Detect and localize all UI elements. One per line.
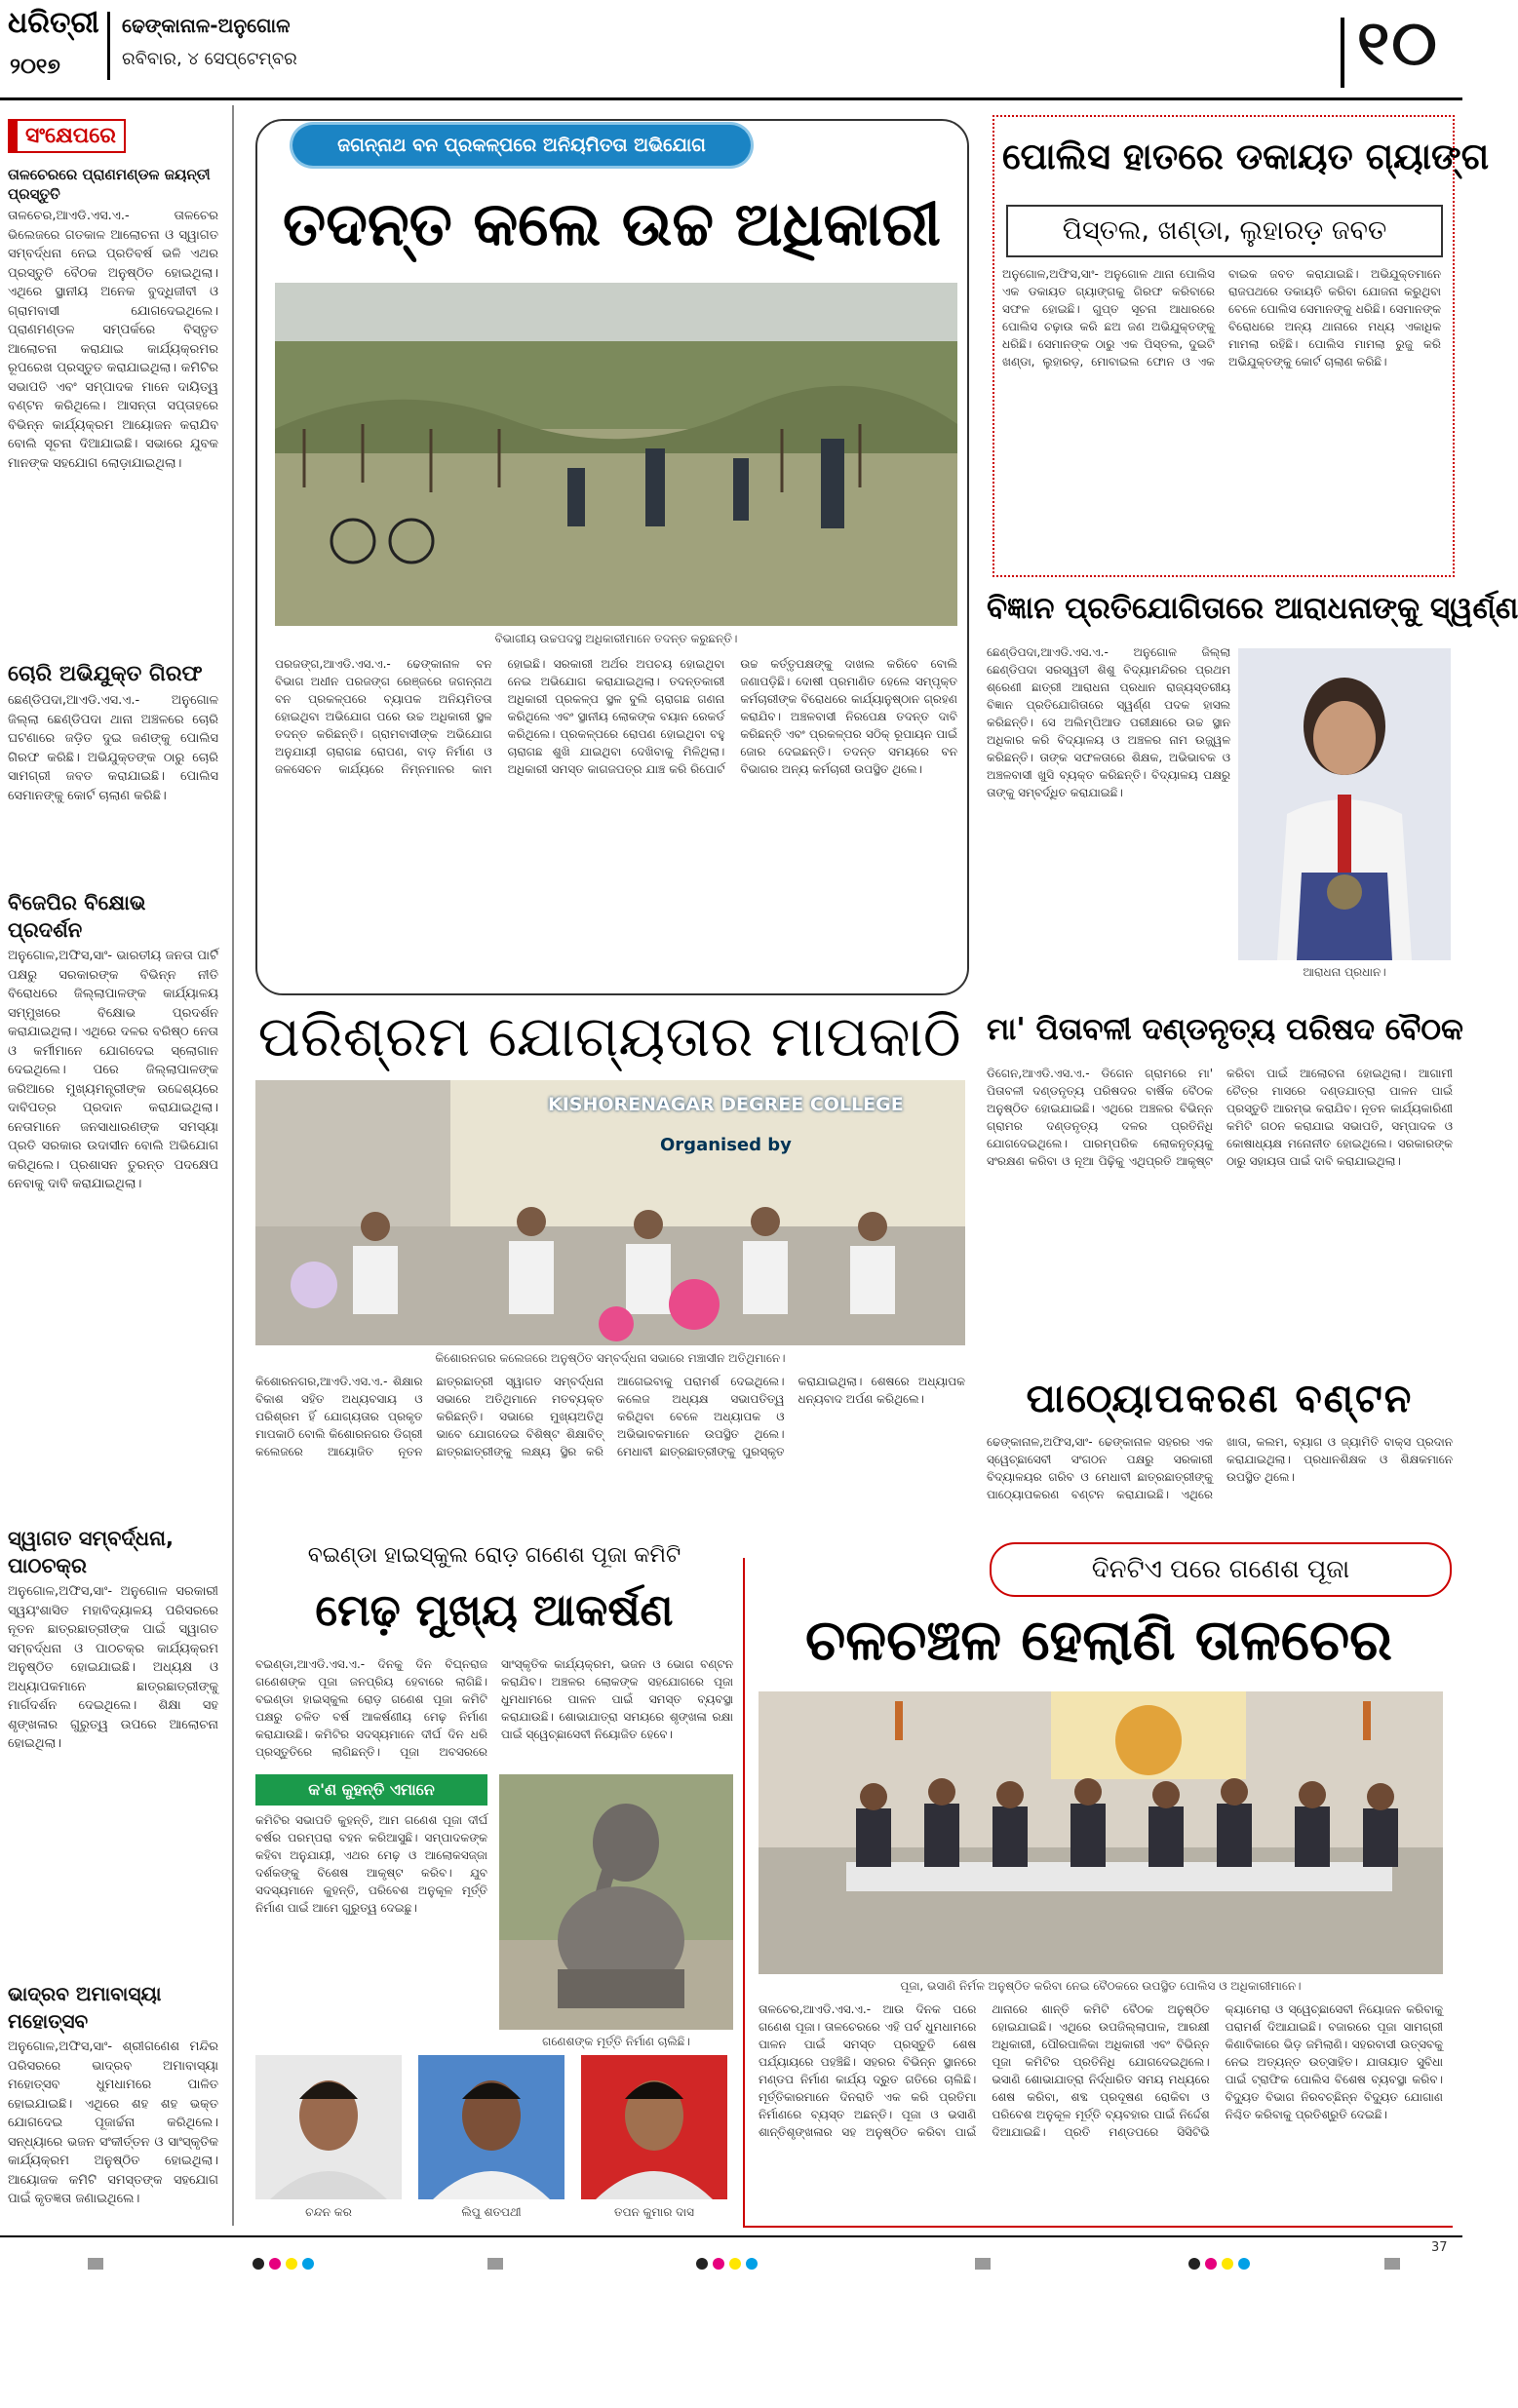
talcher-body: ତାଳଚେର,ଆଏଡି.ଏସ.ଏ.- ଆଉ ଦିନକ ପରେ ଗଣେଶ ପୂଜା। ତାଳଚେରରେ ଏହି ପର୍ବ ଧୁମଧାମରେ ପାଳନ ପାଇଁ ସମସ୍ତ ପ୍ରସ୍ତୁତି ଶେଷ ପର୍ଯ୍ୟାୟରେ ପହଞ୍ଚିଛି। ସହରର ବିଭିନ୍ନ ସ୍ଥାନରେ ମଣ୍ଡପ ନିର୍ମାଣ କାର୍ଯ୍ୟ ଦ୍ରୁତ ଗତିରେ ଚାଲିଛି। ମୂର୍ତ୍ତିକାରମାନେ ଦିନରାତି ଏକ କରି ପ୍ରତିମା ନିର୍ମାଣରେ ବ୍ୟସ୍ତ ଅଛନ୍ତି। ପୂଜା ଓ ଭସାଣି ଶାନ୍ତିଶୃଙ୍ଖଳାର ସହ ଅନୁଷ୍ଠିତ କରିବା ପାଇଁ ଥାନାରେ ଶାନ୍ତି କମିଟି ବୈଠକ ଅନୁଷ୍ଠିତ ହୋଇଯାଇଛି। ଏଥିରେ ଉପଜିଲ୍ଲାପାଳ, ଆରକ୍ଷୀ ଅଧିକାରୀ, ପୌରପାଳିକା ଅଧିକାରୀ ଏବଂ ବିଭିନ୍ନ ପୂଜା କମିଟିର ପ୍ରତିନିଧି ଯୋଗଦେଇଥିଲେ। ଭସାଣି ଶୋଭାଯାତ୍ରା ନିର୍ଦ୍ଧାରିତ ସମୟ ମଧ୍ୟରେ ଶେଷ କରିବା, ଶବ୍ଦ ପ୍ରଦୂଷଣ ରୋକିବା ଓ ପରିବେଶ ଅନୁକୂଳ ମୂର୍ତ୍ତି ବ୍ୟବହାର ପାଇଁ ନିର୍ଦ୍ଦେଶ ଦିଆଯାଇଛି। ପ୍ରତି ମଣ୍ଡପରେ ସିସିଟିଭି କ୍ୟାମେରା ଓ ସ୍ୱେଚ୍ଛାସେବୀ ନିୟୋଜନ କରିବାକୁ ପରାମର୍ଶ ଦିଆଯାଇଛି। ବଜାରରେ ପୂଜା ସାମଗ୍ରୀ କିଣାବିକାରେ ଭିଡ଼ ଜମିଲାଣି। ସହରବାସୀ ଉତ୍ସବକୁ ନେଇ ଅତ୍ୟନ୍ତ ଉତ୍ସାହିତ। ଯାତାୟାତ ସୁବିଧା ପାଇଁ ଟ୍ରାଫିକ ପୋଲିସ ବିଶେଷ ବ୍ୟବସ୍ଥା କରିବ। ବିଦ୍ୟୁତ ବିଭାଗ ନିରବଚ୍ଛିନ୍ନ ବିଦ୍ୟୁତ ଯୋଗାଣ ନିଶ୍ଚିତ କରିବାକୁ ପ୍ରତିଶ୍ରୁତି ଦେଇଛି। (759, 2002, 1443, 2139)
portrait-card (418, 2055, 569, 2220)
talcher-caption: ପୂଜା, ଭସାଣି ନିର୍ମଳ ଅନୁଷ୍ଠିତ କରିବା ନେଇ ବୈଠକରେ ଉପସ୍ଥିତ ପୋଲିସ ଓ ଅଧିକାରୀମାନେ। (900, 1979, 1302, 1993)
brief-item (0, 165, 226, 653)
police-body: ଅନୁଗୋଳ,ଅଫିସ,ସାଂ- ଅନୁଗୋଳ ଥାନା ପୋଲିସ ଏକ ଡକାୟତ ଗ୍ୟାଙ୍ଗକୁ ଗିରଫ କରିବାରେ ସଫଳ ହୋଇଛି। ଗୁପ୍ତ ସୂଚନା ଆଧାରରେ ପୋଲିସ ଚଢ଼ାଉ କରି ଛଅ ଜଣ ଅଭିଯୁକ୍ତଙ୍କୁ ଧରିଛି। ସେମାନଙ୍କ ଠାରୁ ଏକ ପିସ୍ତଲ, ଦୁଇଟି ଖଣ୍ଡା, ଲୁହାରଡ଼, ମୋବାଇଲ ଫୋନ ଓ ଏକ ବାଇକ ଜବତ କରାଯାଇଛି। ଅଭିଯୁକ୍ତମାନେ ରାଜପଥରେ ଡକାୟତି କରିବା ଯୋଜନା କରୁଥିବା ବେଳେ ପୋଲିସ ସେମାନଙ୍କୁ ଧରିଛି। ସେମାନଙ୍କ ବିରୋଧରେ ଅନ୍ୟ ଥାନାରେ ମଧ୍ୟ ଏକାଧିକ ମାମଲା ରହିଛି। ପୋଲିସ ମାମଲା ରୁଜୁ କରି ଅଭିଯୁକ୍ତଙ୍କୁ କୋର୍ଟ ଚାଲାଣ କରିଛି। (1002, 267, 1441, 369)
talcher-photo-graphic (759, 1691, 1443, 1974)
brief-headline: ତାଳଚେରରେ ପ୍ରାଣମଣ୍ଡଳ ଜୟନ୍ତୀ ପ୍ରସ୍ତୁତି (8, 166, 211, 203)
portrait-card (255, 2055, 407, 2220)
brief-body: ଛେଣ୍ଡିପଦା,ଆଏଡି.ଏସ.ଏ.- ଅନୁଗୋଳ ଜିଲ୍ଲା ଛେଣ୍ଡିପଦା ଥାନା ଅଞ୍ଚଳରେ ଚୋରି ଘଟଣାରେ ଜଡ଼ିତ ଦୁଇ ଜଣଙ୍କୁ ପୋଲିସ ଗିରଫ କରିଛି। ଅଭିଯୁକ୍ତଙ୍କ ଠାରୁ ଚୋରି ସାମଗ୍ରୀ ଜବତ କରାଯାଇଛି। ପୋଲିସ ସେମାନଙ୍କୁ କୋର୍ଟ ଚାଲାଣ କରିଛି। (8, 693, 218, 803)
brief-headline: ଚୋରି ଅଭିଯୁକ୍ତ ଗିରଫ (8, 662, 203, 686)
brief-body: ଅନୁଗୋଳ,ଅଫିସ,ସାଂ- ଶ୍ରୀଗଣେଶ ମନ୍ଦିର ପରିସରରେ ଭାଦ୍ରବ ଅମାବାସ୍ୟା ମହୋତ୍ସବ ଧୁମଧାମରେ ପାଳିତ ହୋଇଯାଇଛି। ଏଥିରେ ଶହ ଶହ ଭକ୍ତ ଯୋଗଦେଇ ପୂଜାର୍ଚ୍ଚନା କରିଥିଲେ। ସନ୍ଧ୍ୟାରେ ଭଜନ ସଂକୀର୍ତ୍ତନ ଓ ସାଂସ୍କୃତିକ କାର୍ଯ୍ୟକ୍ରମ ଅନୁଷ୍ଠିତ ହୋଇଥିଲା। ଆୟୋଜକ କମିଟି ସମସ୍ତଙ୍କ ସହଯୋଗ ପାଇଁ କୃତଜ୍ଞତା ଜଣାଇଥିଲେ। (8, 2039, 218, 2206)
portrait-graphic (255, 2055, 402, 2199)
color-registration-strip (0, 2254, 1462, 2273)
ganesh-statue-caption: ଗଣେଶଙ୍କ ମୂର୍ତ୍ତି ନିର୍ମାଣ ଚାଲିଛି। (542, 2035, 690, 2048)
talcher-kicker-box (990, 1542, 1452, 1597)
portrait-photo (255, 2055, 402, 2199)
police-subhead-box (1006, 205, 1443, 257)
ganesh-statue-graphic (499, 1774, 733, 2030)
masthead (0, 0, 1462, 102)
registration-marks-graphic (0, 2254, 1462, 2273)
college-photo (255, 1080, 965, 1345)
ganesh-body: ବଇଣ୍ଡା,ଆଏଡି.ଏସ.ଏ.- ଦିନକୁ ଦିନ ବିଘ୍ନରାଜ ଗଣେଶଙ୍କ ପୂଜା ଜନପ୍ରିୟ ହେବାରେ ଲାଗିଛି। ବଇଣ୍ଡା ହାଇସ୍କୁଲ ରୋଡ଼ ଗଣେଶ ପୂଜା କମିଟି ପକ୍ଷରୁ ଚଳିତ ବର୍ଷ ଆକର୍ଷଣୀୟ ମେଢ଼ ନିର୍ମାଣ କରାଯାଉଛି। କମିଟିର ସଦସ୍ୟମାନେ ଦୀର୍ଘ ଦିନ ଧରି ପ୍ରସ୍ତୁତିରେ ଲାଗିଛନ୍ତି। ପୂଜା ଅବସରରେ ସାଂସ୍କୃତିକ କାର୍ଯ୍ୟକ୍ରମ, ଭଜନ ଓ ଭୋଗ ବଣ୍ଟନ କରାଯିବ। ଅଞ୍ଚଳର ଲୋକଙ୍କ ସହଯୋଗରେ ପୂଜା ଧୁମଧାମରେ ପାଳନ ପାଇଁ ସମସ୍ତ ବ୍ୟବସ୍ଥା କରାଯାଉଛି। ଶୋଭାଯାତ୍ରା ସମୟରେ ଶୃଙ୍ଖଳା ରକ୍ଷା ପାଇଁ ସ୍ୱେଚ୍ଛାସେବୀ ନିୟୋଜିତ ହେବେ। (255, 1657, 733, 1759)
lead-caption: ବିଭାଗୀୟ ଉଚ୍ଚପଦସ୍ଥ ଅଧିକାରୀମାନେ ତଦନ୍ତ କରୁଛନ୍ତି। (494, 632, 738, 645)
science-body: ଛେଣ୍ଡିପଦା,ଆଏଡି.ଏସ.ଏ.- ଅନୁଗୋଳ ଜିଲ୍ଲା ଛେଣ୍ଡିପଦା ସରସ୍ୱତୀ ଶିଶୁ ବିଦ୍ୟାମନ୍ଦିରର ପ୍ରଥମ ଶ୍ରେଣୀ ଛାତ୍ରୀ ଆରାଧନା ପ୍ରଧାନ ରାଜ୍ୟସ୍ତରୀୟ ବିଜ୍ଞାନ ପ୍ରତିଯୋଗିତାରେ ସ୍ୱର୍ଣ୍ଣ ପଦକ ହାସଲ କରିଛନ୍ତି। ସେ ଅଲିମ୍ପିଆଡ ପରୀକ୍ଷାରେ ଉଚ୍ଚ ସ୍ଥାନ ଅଧିକାର କରି ବିଦ୍ୟାଳୟ ଓ ଅଞ୍ଚଳର ନାମ ଉଜ୍ଜ୍ୱଳ କରିଛନ୍ତି। ତାଙ୍କ ସଫଳତାରେ ଶିକ୍ଷକ, ଅଭିଭାବକ ଓ ଅଞ୍ଚଳବାସୀ ଖୁସି ବ୍ୟକ୍ତ କରିଛନ୍ତି। ବିଦ୍ୟାଳୟ ପକ୍ଷରୁ ତାଙ୍କୁ ସମ୍ବର୍ଦ୍ଧିତ କରାଯାଇଛି। (987, 645, 1230, 799)
college-headline: ପରିଶ୍ରମ ଯୋଗ୍ୟତାର ମାପକାଠି (257, 1003, 961, 1069)
college-caption: କିଶୋରନଗର କଲେଜରେ ଅନୁଷ୍ଠିତ ସମ୍ବର୍ଦ୍ଧନା ସଭାରେ ମଞ୍ଚାସୀନ ଅତିଥିମାନେ। (435, 1351, 786, 1365)
police-headline: ପୋଲିସ ହାତରେ ଡକାୟତ ଗ୍ୟାଙ୍ଗ (1002, 136, 1490, 177)
ganesh-sublabel: କ'ଣ କୁହନ୍ତି ଏମାନେ (308, 1780, 435, 1799)
ganesh-statue-photo (499, 1774, 733, 2030)
page-number-divider (1341, 18, 1344, 88)
paper-logo: ଧରିତ୍ରୀ (8, 6, 99, 40)
talcher-kicker: ଦିନଟିଏ ପରେ ଗଣେଶ ପୂଜା (1091, 1555, 1350, 1584)
portrait-card (581, 2055, 732, 2220)
left-briefs-column (0, 105, 226, 2226)
college-body: କିଶୋରନଗର,ଆଏଡି.ଏସ.ଏ.- ଶିକ୍ଷାର ବିକାଶ ସହିତ ଅଧ୍ୟବସାୟ ଓ ପରିଶ୍ରମ ହିଁ ଯୋଗ୍ୟତାର ପ୍ରକୃତ ମାପକାଠି ବୋଲି କିଶୋରନଗର ଡିଗ୍ରୀ କଲେଜରେ ଆୟୋଜିତ ନୂତନ ଛାତ୍ରଛାତ୍ରୀ ସ୍ୱାଗତ ସମ୍ବର୍ଦ୍ଧନା ସଭାରେ ଅତିଥିମାନେ ମତବ୍ୟକ୍ତ କରିଛନ୍ତି। ସଭାରେ ମୁଖ୍ୟଅତିଥି ଭାବେ ଯୋଗଦେଇ ବିଶିଷ୍ଟ ଶିକ୍ଷାବିତ୍ ଛାତ୍ରଛାତ୍ରୀଙ୍କୁ ଲକ୍ଷ୍ୟ ସ୍ଥିର କରି ଆଗେଇବାକୁ ପରାମର୍ଶ ଦେଇଥିଲେ। କଲେଜ ଅଧ୍ୟକ୍ଷ ସଭାପତିତ୍ୱ କରିଥିବା ବେଳେ ଅଧ୍ୟାପକ ଓ ଅଭିଭାବକମାନେ ଉପସ୍ଥିତ ଥିଲେ। ମେଧାବୀ ଛାତ୍ରଛାତ୍ରୀଙ୍କୁ ପୁରସ୍କୃତ କରାଯାଇଥିଲା। ଶେଷରେ ଅଧ୍ୟାପକ ଧନ୍ୟବାଦ ଅର୍ପଣ କରିଥିଲେ। (255, 1375, 965, 1458)
portrait-name: ଲିପୁ ଶତପଥୀ (461, 2205, 522, 2219)
college-banner-text: KISHORENAGAR DEGREE COLLEGE (548, 1094, 904, 1115)
science-headline: ବିଜ୍ଞାନ ପ୍ରତିଯୋଗିତାରେ ଆରାଧନାଙ୍କୁ ସ୍ୱର୍ଣ୍ଣ (987, 591, 1518, 626)
textbook-headline: ପାଠ୍ୟୋପକରଣ ବଣ୍ଟନ (1026, 1377, 1414, 1421)
lead-kicker-text: ଜଗନ୍ନାଥ ବନ ପ୍ରକଳ୍ପରେ ଅନିୟମିତତା ଅଭିଯୋଗ (337, 135, 706, 156)
brief-body: ଅନୁଗୋଳ,ଅଫିସ,ସାଂ- ଭାରତୀୟ ଜନତା ପାର୍ଟି ପକ୍ଷରୁ ସରକାରଙ୍କ ବିଭିନ୍ନ ନୀତି ବିରୋଧରେ ଜିଲ୍ଲାପାଳଙ୍କ କାର୍ଯ୍ୟାଳୟ ସମ୍ମୁଖରେ ବିକ୍ଷୋଭ ପ୍ରଦର୍ଶନ କରାଯାଇଥିଲା। ଏଥିରେ ଦଳର ବରିଷ୍ଠ ନେତା ଓ କର୍ମୀମାନେ ଯୋଗଦେଇ ସ୍ଲୋଗାନ ଦେଇଥିଲେ। ପରେ ଜିଲ୍ଲାପାଳଙ୍କ ଜରିଆରେ ମୁଖ୍ୟମନ୍ତ୍ରୀଙ୍କ ଉଦ୍ଦେଶ୍ୟରେ ଦାବିପତ୍ର ପ୍ରଦାନ କରାଯାଇଥିଲା। ନେତାମାନେ ଜନସାଧାରଣଙ୍କ ସମସ୍ୟା ପ୍ରତି ସରକାର ଉଦାସୀନ ବୋଲି ଅଭିଯୋଗ କରିଥିଲେ। ପ୍ରଶାସନ ତୁରନ୍ତ ପଦକ୍ଷେପ ନେବାକୁ ଦାବି କରାଯାଇଥିଲା। (8, 949, 218, 1191)
portrait-photo (581, 2055, 727, 2199)
left-column-rule (232, 105, 234, 2226)
pitabali-body: ଡିଗେନ,ଆଏଡି.ଏସ.ଏ.- ଡିଗେନ ଗ୍ରାମରେ ମା' ପିତାବଳୀ ଦଣ୍ଡନୃତ୍ୟ ପରିଷଦର ବାର୍ଷିକ ବୈଠକ ଅନୁଷ୍ଠିତ ହୋଇଯାଇଛି। ଏଥିରେ ଅଞ୍ଚଳର ବିଭିନ୍ନ ଗ୍ରାମର ଦଣ୍ଡନୃତ୍ୟ ଦଳର ପ୍ରତିନିଧି ଯୋଗଦେଇଥିଲେ। ପାରମ୍ପରିକ ଲୋକନୃତ୍ୟକୁ ସଂରକ୍ଷଣ କରିବା ଓ ନୂଆ ପିଢ଼ିକୁ ଏଥିପ୍ରତି ଆକୃଷ୍ଟ କରିବା ପାଇଁ ଆଲୋଚନା ହୋଇଥିଲା। ଆଗାମୀ ଚୈତ୍ର ମାସରେ ଦଣ୍ଡଯାତ୍ରା ପାଳନ ପାଇଁ ପ୍ରସ୍ତୁତି ଆରମ୍ଭ କରାଯିବ। ନୂତନ କାର୍ଯ୍ୟକାରିଣୀ କମିଟି ଗଠନ କରାଯାଇ ସଭାପତି, ସମ୍ପାଦକ ଓ କୋଷାଧ୍ୟକ୍ଷ ମନୋନୀତ ହୋଇଥିଲେ। ସରକାରଙ୍କ ଠାରୁ ସହାୟତା ପାଇଁ ଦାବି କରାଯାଇଥିଲା। (987, 1067, 1453, 1168)
page-number: ୧୦ (1357, 8, 1439, 80)
portrait-graphic (581, 2055, 727, 2199)
lead-photo-graphic (275, 283, 957, 626)
ganesh-sublabel-box (255, 1774, 487, 1806)
edition-name: ଢେଙ୍କାନାଳ-ଅନୁଗୋଳ (122, 14, 291, 37)
talcher-headline: ଚଳଚଞ୍ଚଳ ହେଲାଣି ତାଳଚେର (804, 1607, 1393, 1673)
edition-date: ରବିବାର, ୪ ସେପ୍ଟେମ୍ବର (122, 49, 297, 69)
footer-page-code: 37 (1431, 2240, 1448, 2255)
ganesh-kicker: ବଇଣ୍ଡା ହାଇସ୍କୁଲ ରୋଡ଼ ଗଣେଶ ପୂଜା କମିଟି (307, 1543, 681, 1568)
science-caption: ଆରାଧନା ପ୍ରଧାନ। (1303, 965, 1386, 979)
brief-item (0, 661, 226, 881)
lead-body: ପରଜଙ୍ଗ,ଆଏଡି.ଏସ.ଏ.- ଢେଙ୍କାନାଳ ବନ ବିଭାଗ ଅଧୀନ ପରଜଙ୍ଗ ରେଞ୍ଜରେ ଜଗନ୍ନାଥ ବନ ପ୍ରକଳ୍ପରେ ବ୍ୟାପକ ଅନିୟମିତତା ହୋଇଥିବା ଅଭିଯୋଗ ପରେ ଉଚ୍ଚ ଅଧିକାରୀ ସ୍ଥଳ ତଦନ୍ତ କରିଛନ୍ତି। ଗ୍ରାମବାସୀଙ୍କ ଅଭିଯୋଗ ଅନୁଯାୟୀ ଚାରାଗଛ ରୋପଣ, ବାଡ଼ ନିର୍ମାଣ ଓ ଜଳସେଚନ କାର୍ଯ୍ୟରେ ନିମ୍ନମାନର କାମ ହୋଇଛି। ସରକାରୀ ଅର୍ଥର ଅପଚୟ ହୋଇଥିବା ନେଇ ଅଭିଯୋଗ କରାଯାଇଥିଲା। ତଦନ୍ତକାରୀ ଅଧିକାରୀ ପ୍ରକଳ୍ପ ସ୍ଥଳ ବୁଲି ଚାରାଗଛ ଗଣନା କରିଥିଲେ ଏବଂ ସ୍ଥାନୀୟ ଲୋକଙ୍କ ବୟାନ ରେକର୍ଡ କରିଥିଲେ। ପ୍ରକଳ୍ପରେ ରୋପଣ ହୋଇଥିବା ବହୁ ଚାରାଗଛ ଶୁଖି ଯାଇଥିବା ଦେଖିବାକୁ ମିଳିଥିଲା। ଅଧିକାରୀ ସମସ୍ତ କାଗଜପତ୍ର ଯାଞ୍ଚ କରି ରିପୋର୍ଟ ଉଚ୍ଚ କର୍ତ୍ତୃପକ୍ଷଙ୍କୁ ଦାଖଲ କରିବେ ବୋଲି ଜଣାପଡ଼ିଛି। ଦୋଷୀ ପ୍ରମାଣିତ ହେଲେ ସମ୍ପୃକ୍ତ କର୍ମଚାରୀଙ୍କ ବିରୋଧରେ କାର୍ଯ୍ୟାନୁଷ୍ଠାନ ଗ୍ରହଣ କରାଯିବ। ଅଞ୍ଚଳବାସୀ ନିରପେକ୍ଷ ତଦନ୍ତ ଦାବି କରିଛନ୍ତି ଏବଂ ପ୍ରକଳ୍ପର ସଠିକ୍ ରୂପାୟନ ପାଇଁ ଜୋର ଦେଇଛନ୍ତି। ତଦନ୍ତ ସମୟରେ ବନ ବିଭାଗର ଅନ୍ୟ କର୍ମଚାରୀ ଉପସ୍ଥିତ ଥିଲେ। (275, 657, 957, 776)
ganesh-body-quotes: କମିଟିର ସଭାପତି କୁହନ୍ତି, ଆମ ଗଣେଶ ପୂଜା ଦୀର୍ଘ ବର୍ଷର ପରମ୍ପରା ବହନ କରିଆସୁଛି। ସମ୍ପାଦକଙ୍କ କହିବା ଅନୁଯାୟୀ, ଏଥର ମେଢ଼ ଓ ଆଲୋକସଜ୍ଜା ଦର୍ଶକଙ୍କୁ ବିଶେଷ ଆକୃଷ୍ଟ କରିବ। ଯୁବ ସଦସ୍ୟମାନେ କୁହନ୍ତି, ପରିବେଶ ଅନୁକୂଳ ମୂର୍ତ୍ତି ନିର୍ମାଣ ପାଇଁ ଆମେ ଗୁରୁତ୍ୱ ଦେଇଛୁ। (255, 1813, 487, 1915)
police-subhead: ପିସ୍ତଲ, ଖଣ୍ଡା, ଲୁହାରଡ଼ ଜବତ (1062, 215, 1387, 246)
portrait-name: ଚନ୍ଦନ କର (305, 2205, 352, 2219)
lead-photo (275, 283, 957, 626)
brief-item (0, 889, 226, 1517)
paper-year: ୨୦୧୭ (10, 55, 60, 79)
brief-item (0, 1525, 226, 1972)
portrait-photo (418, 2055, 564, 2199)
science-photo (1238, 648, 1451, 960)
brief-headline: ଭାଦ୍ରବ ଅମାବାସ୍ୟା ମହୋତ୍ସବ (8, 1982, 162, 2033)
college-banner-sub: Organised by (660, 1135, 792, 1155)
pitabali-headline: ମା' ପିତାବଳୀ ଦଣ୍ଡନୃତ୍ୟ ପରିଷଦ ବୈଠକ (987, 1012, 1463, 1047)
college-photo-graphic (255, 1080, 965, 1345)
brief-headline: ବିଜେପିର ବିକ୍ଷୋଭ ପ୍ରଦର୍ଶନ (8, 891, 146, 942)
brief-body: ତାଳଚେର,ଆଏଡି.ଏସ.ଏ.- ତାଳଚେର ଭିଲେଜରେ ଗତକାଳ ଆଲୋଚନା ଓ ସ୍ୱାଗତ ସମ୍ବର୍ଦ୍ଧନା ନେଇ ପ୍ରତିବର୍ଷ ଭଳି ଏଥର ପ୍ରସ୍ତୁତି ବୈଠକ ଅନୁଷ୍ଠିତ ହୋଇଥିଲା। ଏଥିରେ ସ୍ଥାନୀୟ ଅନେକ ବୁଦ୍ଧିଜୀବୀ ଓ ଗ୍ରାମବାସୀ ଯୋଗଦେଇଥିଲେ। ପ୍ରାଣମଣ୍ଡଳ ସମ୍ପର୍କରେ ବିସ୍ତୃତ ଆଲୋଚନା କରାଯାଇ କାର୍ଯ୍ୟକ୍ରମର ରୂପରେଖ ପ୍ରସ୍ତୁତ କରାଯାଇଥିଲା। କମିଟିର ସଭାପତି ଏବଂ ସମ୍ପାଦକ ମାନେ ଦାୟିତ୍ୱ ବଣ୍ଟନ କରିଥିଲେ। ଆସନ୍ତା ସପ୍ତାହରେ ବିଭିନ୍ନ କାର୍ଯ୍ୟକ୍ରମ ଆୟୋଜନ କରାଯିବ ବୋଲି ସୂଚନା ଦିଆଯାଇଛି। ସଭାରେ ଯୁବକ ମାନଙ୍କ ସହଯୋଗ ଲୋଡ଼ାଯାଇଥିଲା। (8, 209, 218, 471)
lead-headline: ତଦନ୍ତ କଲେ ଉଚ୍ଚ ଅଧିକାରୀ (282, 188, 942, 259)
brief-headline: ସ୍ୱାଗତ ସମ୍ବର୍ଦ୍ଧନା, ପାଠଚକ୍ର (8, 1527, 174, 1577)
portrait-name: ତପନ କୁମାର ଦାସ (614, 2205, 694, 2219)
lead-kicker (292, 125, 751, 166)
section-label: ସଂକ୍ଷେପରେ (25, 124, 116, 148)
masthead-divider (107, 12, 110, 80)
footer-rule (0, 2235, 1462, 2237)
portrait-graphic (418, 2055, 564, 2199)
science-photo-graphic (1238, 648, 1451, 960)
portrait-row (255, 2055, 733, 2226)
masthead-bottom-rule (0, 97, 1462, 100)
brief-item (0, 1980, 226, 2408)
textbook-body: ଢେଙ୍କାନାଳ,ଅଫିସ,ସାଂ- ଢେଙ୍କାନାଳ ସହରର ଏକ ସ୍ୱେଚ୍ଛାସେବୀ ସଂଗଠନ ପକ୍ଷରୁ ସରକାରୀ ବିଦ୍ୟାଳୟର ଗରିବ ଓ ମେଧାବୀ ଛାତ୍ରଛାତ୍ରୀଙ୍କୁ ପାଠ୍ୟୋପକରଣ ବଣ୍ଟନ କରାଯାଇଛି। ଏଥିରେ ଖାତା, କଲମ, ବ୍ୟାଗ ଓ ଜ୍ୟାମିତି ବାକ୍ସ ପ୍ରଦାନ କରାଯାଇଥିଲା। ପ୍ରଧାନଶିକ୍ଷକ ଓ ଶିକ୍ଷକମାନେ ଉପସ୍ଥିତ ଥିଲେ। (987, 1435, 1453, 1501)
brief-body: ଅନୁଗୋଳ,ଅଫିସ,ସାଂ- ଅନୁଗୋଳ ସରକାରୀ ସ୍ୱୟଂଶାସିତ ମହାବିଦ୍ୟାଳୟ ପରିସରରେ ନୂତନ ଛାତ୍ରଛାତ୍ରୀଙ୍କ ପାଇଁ ସ୍ୱାଗତ ସମ୍ବର୍ଦ୍ଧନା ଓ ପାଠଚକ୍ର କାର୍ଯ୍ୟକ୍ରମ ଅନୁଷ୍ଠିତ ହୋଇଯାଇଛି। ଅଧ୍ୟକ୍ଷ ଓ ଅଧ୍ୟାପକମାନେ ଛାତ୍ରଛାତ୍ରୀଙ୍କୁ ମାର୍ଗଦର୍ଶନ ଦେଇଥିଲେ। ଶିକ୍ଷା ସହ ଶୃଙ୍ଖଳାର ଗୁରୁତ୍ୱ ଉପରେ ଆଲୋଚନା ହୋଇଥିଲା। (8, 1584, 218, 1751)
talcher-photo (759, 1691, 1443, 1974)
ganesh-headline: ମେଢ଼ ମୁଖ୍ୟ ଆକର୍ଷଣ (315, 1584, 674, 1636)
